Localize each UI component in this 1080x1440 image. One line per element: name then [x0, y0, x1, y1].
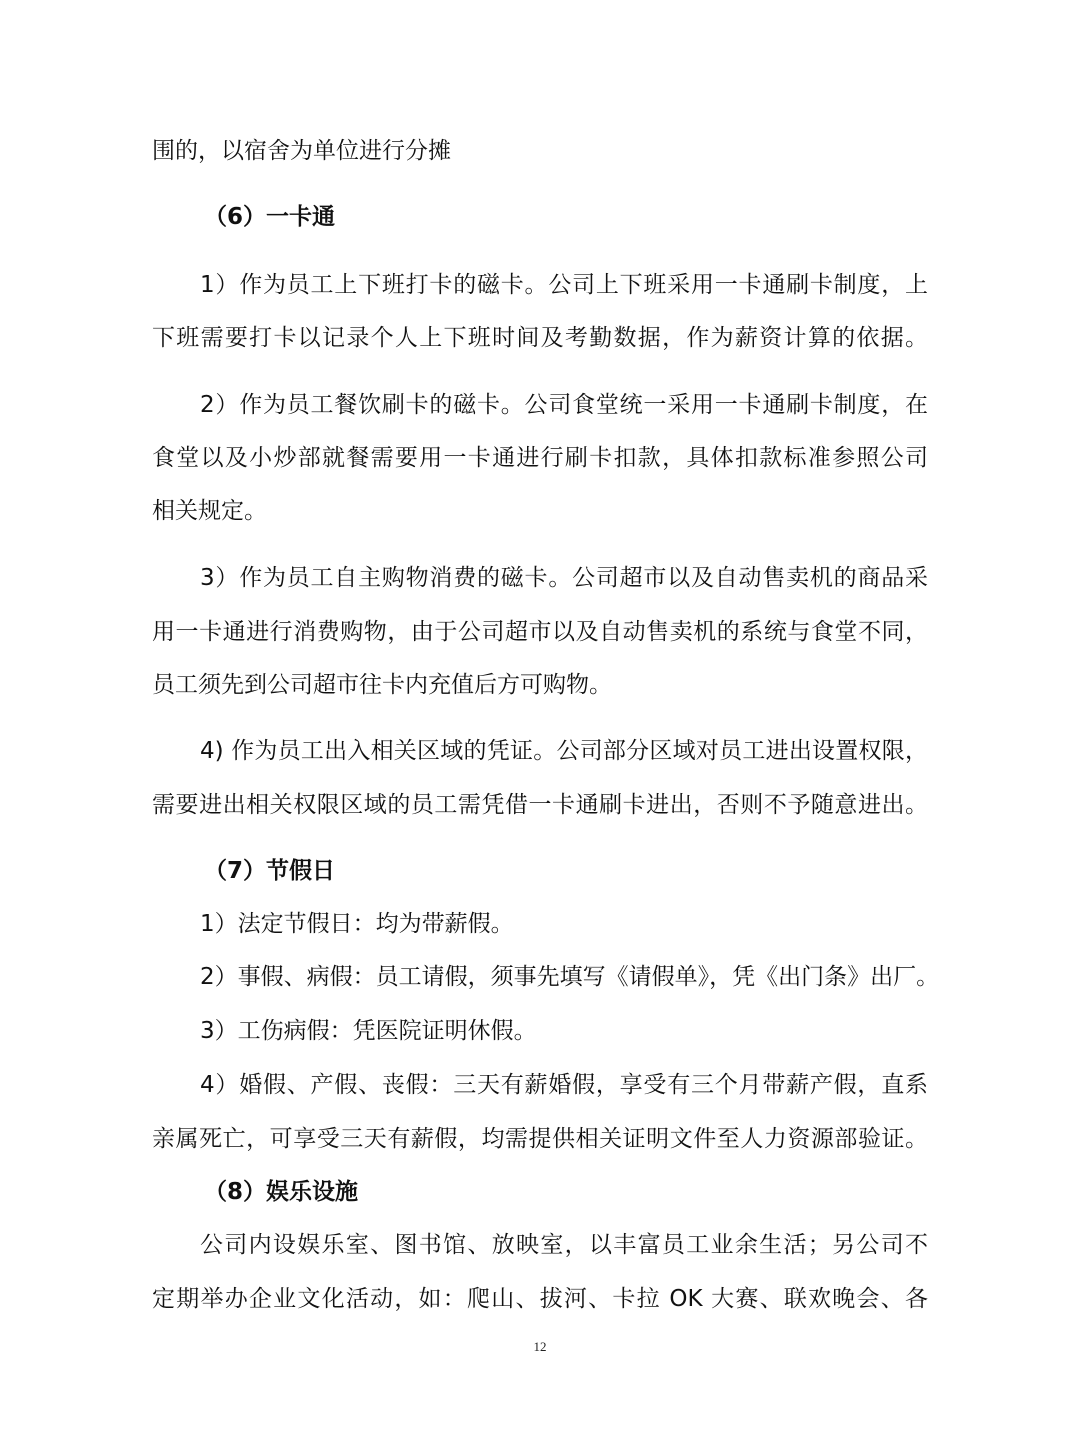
paragraph-line: 1）法定节假日：均为带薪假。: [200, 911, 514, 937]
section-heading-6: （6）一卡通: [204, 204, 336, 230]
paragraph-line: 1）作为员工上下班打卡的磁卡。公司上下班采用一卡通刷卡制度，上: [200, 272, 928, 298]
paragraph-line: 2）作为员工餐饮刷卡的磁卡。公司食堂统一采用一卡通刷卡制度，在: [200, 392, 928, 418]
paragraph-line: 相关规定。: [152, 498, 267, 524]
paragraph-line: 围的，以宿舍为单位进行分摊: [152, 138, 451, 164]
paragraph-line: 亲属死亡，可享受三天有薪假，均需提供相关证明文件至人力资源部验证。: [152, 1126, 928, 1152]
paragraph-line: 4）婚假、产假、丧假：三天有薪婚假，享受有三个月带薪产假，直系: [200, 1072, 928, 1098]
paragraph-line: 需要进出相关权限区域的员工需凭借一卡通刷卡进出，否则不予随意进出。: [152, 792, 928, 818]
paragraph-line: 定期举办企业文化活动，如：爬山、拔河、卡拉 OK 大赛、联欢晚会、各: [152, 1286, 928, 1312]
paragraph-line: 公司内设娱乐室、图书馆、放映室，以丰富员工业余生活；另公司不: [200, 1232, 928, 1258]
section-heading-7: （7）节假日: [204, 858, 336, 884]
paragraph-line: 2）事假、病假：员工请假，须事先填写《请假单》，凭《出门条》出厂。: [200, 964, 940, 990]
paragraph-line: 4) 作为员工出入相关区域的凭证。公司部分区域对员工进出设置权限，: [200, 738, 928, 764]
paragraph-line: 下班需要打卡以记录个人上下班时间及考勤数据，作为薪资计算的依据。: [152, 325, 928, 351]
paragraph-line: 3）工伤病假：凭医院证明休假。: [200, 1018, 537, 1044]
paragraph-line: 3）作为员工自主购物消费的磁卡。公司超市以及自动售卖机的商品采: [200, 565, 928, 591]
page-number: 12: [533, 1339, 547, 1354]
paragraph-line: 员工须先到公司超市往卡内充值后方可购物。: [152, 672, 612, 698]
paragraph-line: 食堂以及小炒部就餐需要用一卡通进行刷卡扣款，具体扣款标准参照公司: [152, 445, 928, 471]
section-heading-8: （8）娱乐设施: [204, 1179, 359, 1205]
paragraph-line: 用一卡通进行消费购物，由于公司超市以及自动售卖机的系统与食堂不同，: [152, 619, 928, 645]
